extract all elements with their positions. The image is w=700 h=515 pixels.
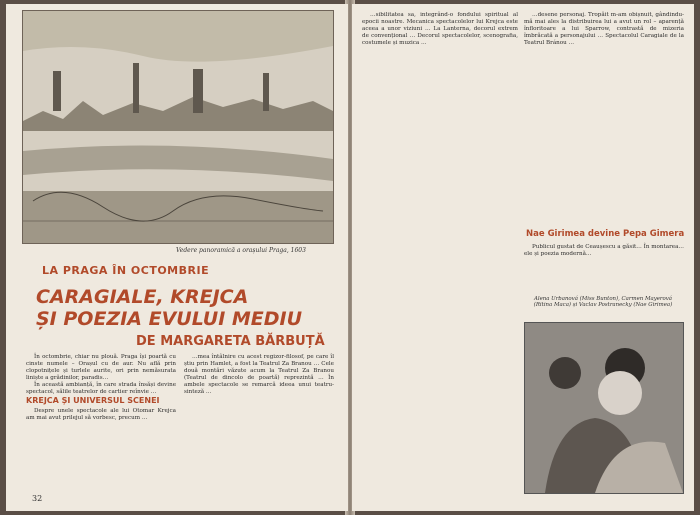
paragraph: …desene personaj. Tropăit m-am obișnuit, gândindu-mă mai ales la distribuirea lui a avut un rol – aparență înfloritoare a lui Sparrow, contrastă de mizeria îmbrăcată a personajului … Spectacolul Caragiale de la Teatrul Bránou … bbox=[524, 12, 684, 46]
headline-line-1: CARAGIALE, KREJCA bbox=[36, 286, 249, 308]
right-column-2 bbox=[524, 12, 684, 47]
paragraph: …sibilitatea sa, integrând-o fondului spiritual al epocii noastre. Mecanica spectacolelor lui Krejca este aceea a unor viziuni … La Lanterna, decorul extrem de convențional … Decorul spectacolelor, scenografia, costumele și muzica … bbox=[362, 12, 518, 46]
paragraph: Despre unele spectacole ale lui Otomar Krejca am mai avut prilejul să vorbesc, precum … bbox=[26, 408, 176, 422]
photo-subhead: Nae Girimea devine Pepa Gimera bbox=[526, 229, 685, 239]
engraving-caption: Vedere panoramică a orașului Praga, 1603 bbox=[176, 247, 306, 254]
right-page bbox=[352, 4, 694, 511]
subhead-krejca: KREJCA ȘI UNIVERSUL SCENEI bbox=[26, 396, 160, 406]
headline-line-2: ȘI POEZIA EVULUI MEDIU bbox=[36, 308, 303, 330]
paragraph: Publicul gustat de Ceaușescu a găsit… În montarea… ele și poezia modernă… bbox=[524, 244, 684, 257]
byline: DE MARGARETA BĂRBUȚĂ bbox=[136, 334, 325, 349]
right-column-1 bbox=[362, 12, 518, 47]
photo-caption: Alena Urbanová (Miss Bunton), Carmen Mayerová (Ritina Maca) și Vaclav Postranecky (Nae Girimea) bbox=[533, 296, 673, 309]
paragraph: În această ambianță, în care strada însăși devine spectacol, sălile teatrelor de cartier reînvie … bbox=[26, 381, 176, 395]
stage-photo bbox=[524, 322, 684, 494]
prague-engraving bbox=[22, 10, 334, 244]
paragraph: …mea întâlnire cu acest regizor-filosof, pe care îl știu prin Hamlet, a fost la Teatrul Za Branou … Cele două montări văzute acum la Teatrul Za Branou (Teatrul de dincolo de poartă) reprezintă … În ambele spectacole se remarcă ideea unui teatru-sinteză … bbox=[184, 354, 334, 395]
left-column-2 bbox=[184, 354, 334, 395]
right-column-2b bbox=[524, 244, 684, 258]
article-headline bbox=[36, 286, 336, 330]
section-title: LA PRAGA ÎN OCTOMBRIE bbox=[42, 264, 210, 277]
paragraph: În octombrie, chiar nu plouă. Praga își poartă cu cinste numele – Orașul cu de aur. Nu află prin clopotnițele și turlele aurite, ori prin nemăsurata liniște a grădinilor, paradis… bbox=[26, 354, 176, 381]
left-page bbox=[6, 4, 348, 511]
left-column-1 bbox=[26, 354, 176, 422]
page-number: 32 bbox=[32, 494, 43, 503]
